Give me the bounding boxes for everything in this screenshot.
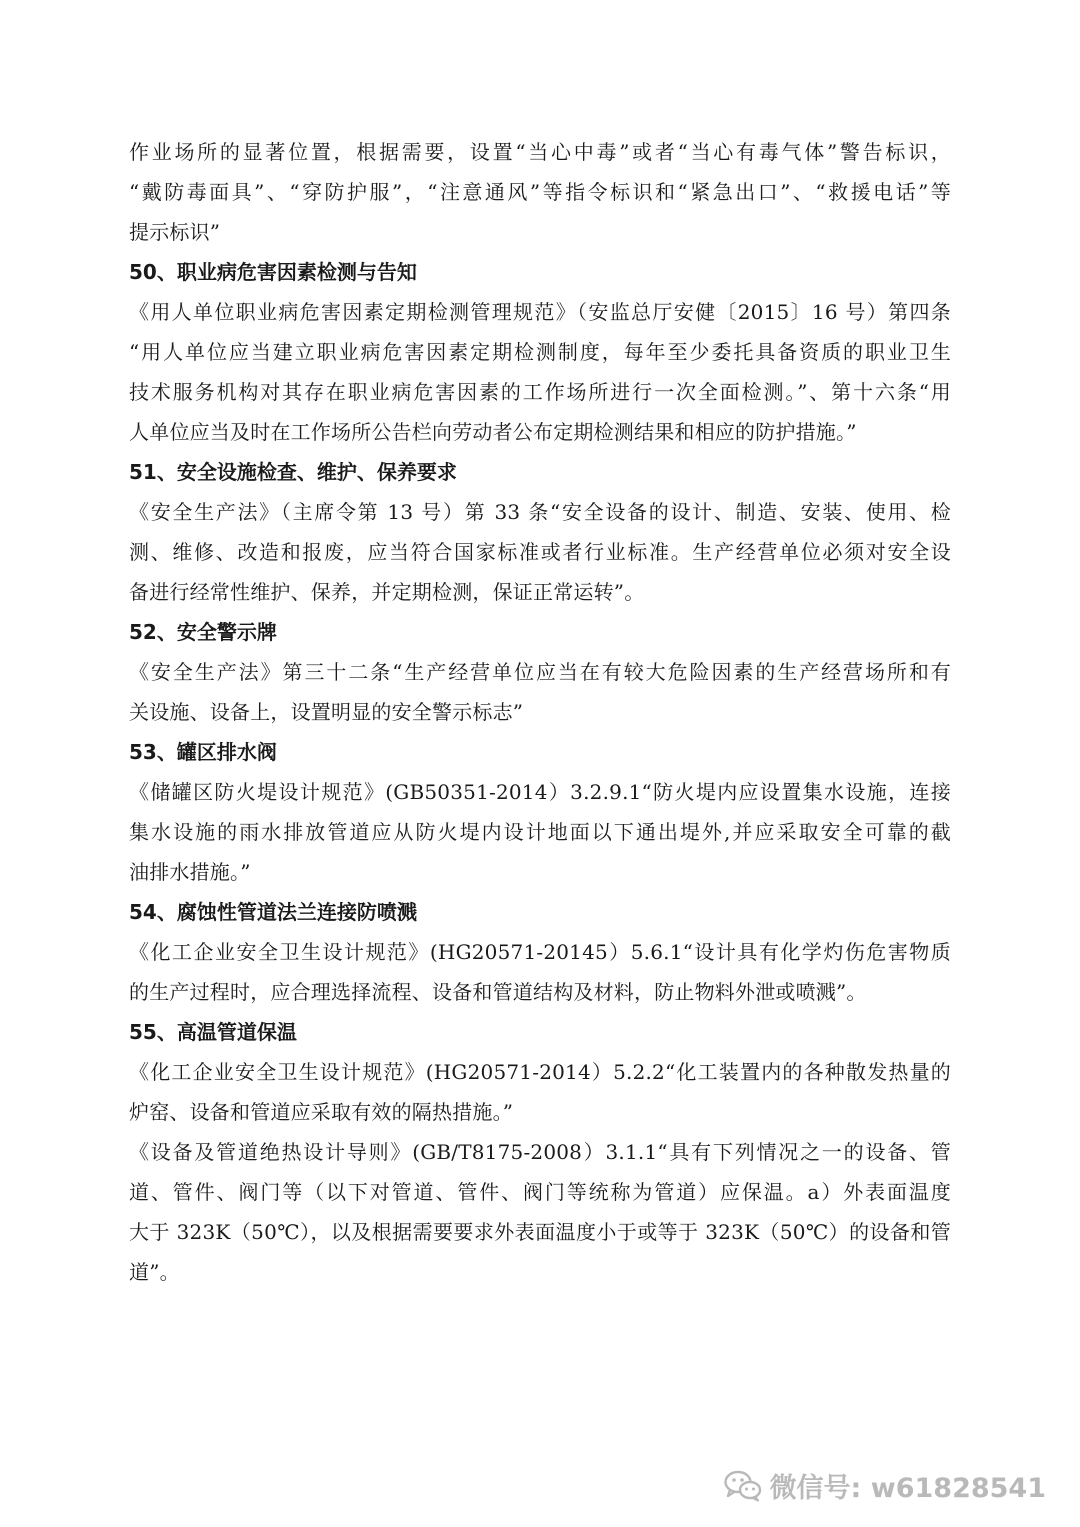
text-line: “用人单位应当建立职业病危害因素定期检测制度，每年至少委托具备资质的职业卫生 bbox=[129, 340, 951, 364]
text-line: 测、维修、改造和报废，应当符合国家标准或者行业标准。生产经营单位必须对安全设 bbox=[129, 540, 951, 564]
text-line: 大于 323K（50℃），以及根据需要要求外表面温度小于或等于 323K（50℃）的设备和管 bbox=[129, 1220, 951, 1244]
wechat-icon bbox=[724, 1470, 762, 1502]
section-heading: 53、罐区排水阀 bbox=[129, 740, 277, 764]
section-54 bbox=[129, 892, 951, 1012]
section-51 bbox=[129, 452, 951, 612]
section-heading: 50、职业病危害因素检测与告知 bbox=[129, 260, 417, 284]
text-line: 作业场所的显著位置，根据需要，设置“当心中毒”或者“当心有毒气体”警告标识， bbox=[129, 140, 951, 164]
section-heading: 51、安全设施检查、维护、保养要求 bbox=[129, 460, 457, 484]
text-line: 人单位应当及时在工作场所公告栏向劳动者公布定期检测结果和相应的防护措施。” bbox=[129, 420, 857, 444]
text-line: 炉窑、设备和管道应采取有效的隔热措施。” bbox=[129, 1100, 514, 1124]
text-line: 技术服务机构对其存在职业病危害因素的工作场所进行一次全面检测。”、第十六条“用 bbox=[129, 380, 951, 404]
text-line: 道”。 bbox=[129, 1260, 180, 1284]
text-line: 道、管件、阀门等（以下对管道、管件、阀门等统称为管道）应保温。a）外表面温度 bbox=[129, 1180, 951, 1204]
section-52 bbox=[129, 612, 951, 732]
section-heading: 55、高温管道保温 bbox=[129, 1020, 297, 1044]
section-55 bbox=[129, 1012, 951, 1292]
text-line: “戴防毒面具”、“穿防护服”，“注意通风”等指令标识和“紧急出口”、“救援电话”等 bbox=[129, 180, 951, 204]
text-line: 关设施、设备上，设置明显的安全警示标志” bbox=[129, 700, 524, 724]
section-heading: 52、安全警示牌 bbox=[129, 620, 277, 644]
text-line: 油排水措施。” bbox=[129, 860, 251, 884]
text-line: 《用人单位职业病危害因素定期检测管理规范》（安监总厅安健〔2015〕16 号）第四条 bbox=[129, 300, 951, 324]
section-53 bbox=[129, 732, 951, 892]
text-line: 《设备及管道绝热设计导则》(GB/T8175-2008）3.1.1“具有下列情况之一的设备、管 bbox=[129, 1140, 951, 1164]
section-50 bbox=[129, 252, 951, 452]
text-line: 《化工企业安全卫生设计规范》(HG20571-20145）5.6.1“设计具有化学灼伤危害物质 bbox=[129, 940, 951, 964]
text-line: 的生产过程时，应合理选择流程、设备和管道结构及材料，防止物料外泄或喷溅”。 bbox=[129, 980, 867, 1004]
text-line: 《化工企业安全卫生设计规范》(HG20571-2014）5.2.2“化工装置内的各种散发热量的 bbox=[129, 1060, 951, 1084]
text-line: 备进行经常性维护、保养，并定期检测，保证正常运转”。 bbox=[129, 580, 645, 604]
section-heading: 54、腐蚀性管道法兰连接防喷溅 bbox=[129, 900, 417, 924]
text-line: 提示标识” bbox=[129, 220, 221, 244]
text-line: 集水设施的雨水排放管道应从防火堤内设计地面以下通出堤外,并应采取安全可靠的截 bbox=[129, 820, 951, 844]
text-line: 《安全生产法》第三十二条“生产经营单位应当在有较大危险因素的生产经营场所和有 bbox=[129, 660, 951, 684]
intro-paragraph bbox=[129, 132, 951, 252]
text-line: 《安全生产法》（主席令第 13 号）第 33 条“安全设备的设计、制造、安装、使用、检 bbox=[129, 500, 951, 524]
wechat-watermark bbox=[724, 1466, 1046, 1505]
watermark-text: 微信号: w61828541 bbox=[769, 1473, 1046, 1504]
document-page bbox=[129, 132, 951, 1292]
text-line: 《储罐区防火堤设计规范》(GB50351-2014）3.2.9.1“防火堤内应设置集水设施，连接 bbox=[129, 780, 951, 804]
